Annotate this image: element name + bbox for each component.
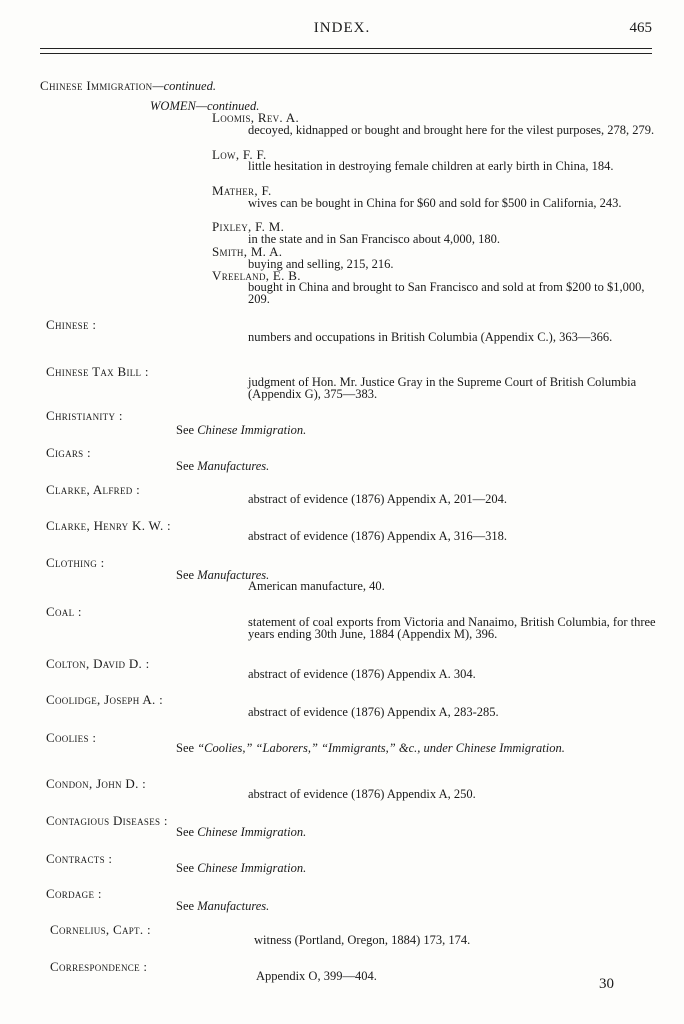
entry-clothing: Clothing : (46, 555, 105, 570)
entry-contagious-diseases: Contagious Diseases : (46, 813, 168, 828)
entry-chinese-immigration: Chinese Immigration—continued. (40, 78, 216, 93)
text-clothing: American manufacture, 40. (248, 579, 385, 593)
text-chinese: numbers and occupations in British Columbia (Appendix C.), 363—366. (248, 330, 613, 344)
text-coolidge: abstract of evidence (1876) Appendix A, 283-285. (248, 705, 499, 719)
entry-condon: Condon, John D. : (46, 776, 147, 791)
entry-cordage: Cordage : (46, 886, 102, 901)
text-cornelius: witness (Portland, Oregon, 1884) 173, 174. (254, 933, 471, 947)
entry-contracts: Contracts : (46, 851, 113, 866)
see-contracts: See Chinese Immigration. (176, 861, 307, 875)
entry-coolies: Coolies : (46, 730, 97, 745)
see-clothing: See Manufactures. (176, 568, 270, 582)
entry-clarke-alfred: Clarke, Alfred : (46, 482, 141, 497)
entry-coolidge: Coolidge, Joseph A. : (46, 692, 164, 707)
entry-cornelius: Cornelius, Capt. : (50, 922, 151, 937)
text-smith: buying and selling, 215, 216. (248, 257, 394, 271)
text-colton: abstract of evidence (1876) Appendix A. 304. (248, 667, 476, 681)
text-low: little hesitation in destroying female children at early birth in China, 184. (248, 159, 614, 173)
header-rule (40, 53, 652, 54)
entry-correspondence: Correspondence : (50, 959, 148, 974)
text-loomis: decoyed, kidnapped or bought and brought here for the vilest purposes, 278, 279. (248, 123, 655, 137)
signature-mark: 30 (599, 976, 614, 992)
subentry-women: WOMEN—continued. (150, 99, 260, 113)
text-clarke-henry: abstract of evidence (1876) Appendix A, 316—318. (248, 529, 507, 543)
entry-chinese: Chinese : (46, 317, 97, 332)
entry-colton: Colton, David D. : (46, 656, 150, 671)
name-loomis: Loomis, Rev. A. (212, 110, 300, 125)
name-vreeland: Vreeland, E. B. (212, 268, 301, 283)
header-rule (40, 48, 652, 49)
see-contagious-diseases: See Chinese Immigration. (176, 825, 307, 839)
see-coolies: See “Coolies,” “Laborers,” “Immigrants,” &c., under Chinese Immigration. (176, 741, 565, 755)
name-smith: Smith, M. A. (212, 244, 283, 259)
entry-clarke-henry: Clarke, Henry K. W. : (46, 518, 171, 533)
text-pixley: in the state and in San Francisco about 4,000, 180. (248, 232, 501, 246)
page-header-title: INDEX. (313, 20, 371, 36)
see-christianity: See Chinese Immigration. (176, 423, 307, 437)
entry-christianity: Christianity : (46, 408, 123, 423)
entry-cigars: Cigars : (46, 445, 91, 460)
text-coal: statement of coal exports from Victoria and Nanaimo, British Columbia, for three years ending 30th June, 1884 (Appendix M), 396. (248, 615, 656, 641)
name-mather: Mather, F. (212, 183, 272, 198)
entry-coal: Coal : (46, 604, 82, 619)
name-low: Low, F. F. (212, 147, 267, 162)
text-mather: wives can be bought in China for $60 and sold for $500 in California, 243. (248, 196, 622, 210)
text-clarke-alfred: abstract of evidence (1876) Appendix A, 201—204. (248, 492, 507, 506)
entry-chinese-tax-bill: Chinese Tax Bill : (46, 364, 149, 379)
page-number: 465 (629, 20, 652, 36)
name-pixley: Pixley, F. M. (212, 219, 285, 234)
text-chinese-tax-bill: judgment of Hon. Mr. Justice Gray in the Supreme Court of British Columbia (Appendix G), 375—383. (248, 375, 637, 401)
text-condon: abstract of evidence (1876) Appendix A, 250. (248, 787, 476, 801)
text-correspondence: Appendix O, 399—404. (256, 969, 377, 983)
see-cordage: See Manufactures. (176, 899, 270, 913)
text-vreeland: bought in China and brought to San Francisco and sold at from $200 to $1,000, 209. (248, 280, 645, 306)
see-cigars: See Manufactures. (176, 459, 270, 473)
